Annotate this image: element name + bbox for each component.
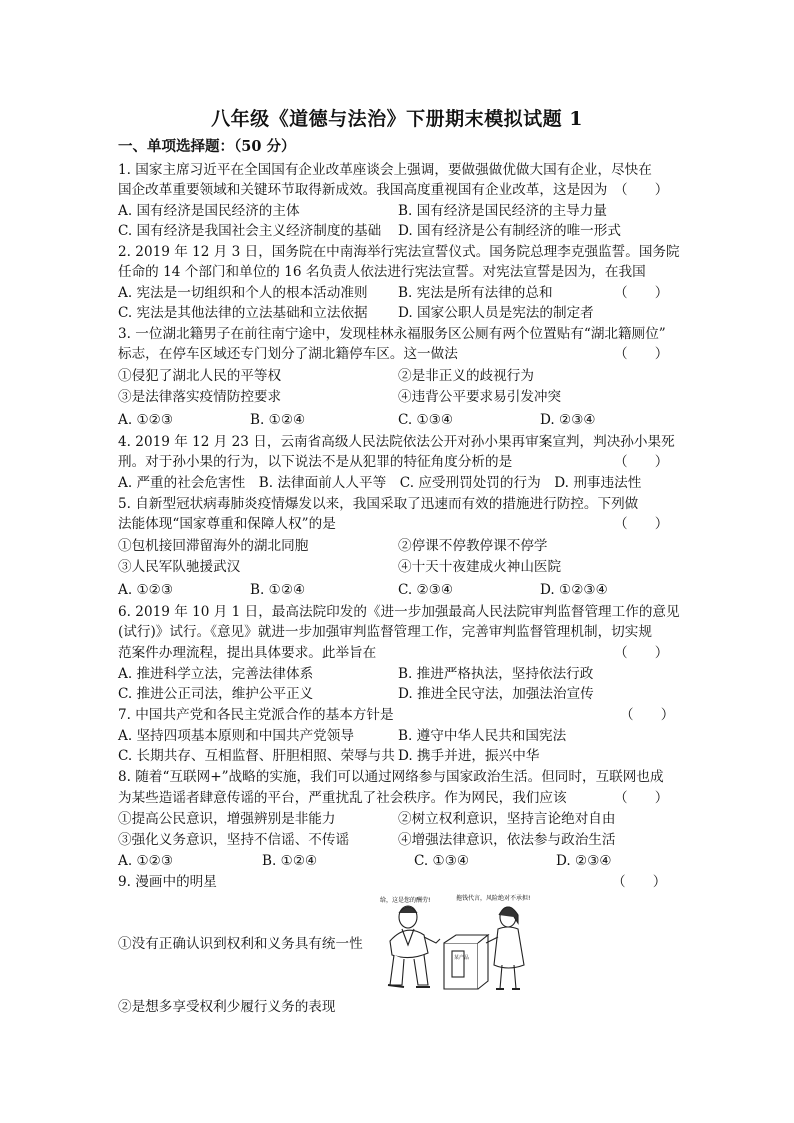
q7-answer-blank: （ ） [620, 707, 675, 723]
q3-option-c: C. ①③④ [398, 412, 454, 428]
cartoon-man-figure [388, 906, 440, 987]
q5-stem-line-2: 法能体现“国家尊重和保障人权”的是 [118, 516, 336, 532]
q5-answer-blank: （ ） [614, 516, 669, 532]
q1-stem-line-1: 1. 国家主席习近平在全国国有企业改革座谈会上强调，要做强做优做大国有企业，尽快在 [118, 162, 652, 178]
q9-answer-blank: （ ） [612, 874, 667, 890]
q5-option-c: C. ②③④ [398, 582, 454, 598]
q6-stem-line-3: 范案件办理流程，提出具体要求。此举旨在 [118, 645, 377, 661]
q5-stem-line-1: 5. 自新型冠状病毒肺炎疫情爆发以来，我国采取了迅速而有效的措施进行防控。下列做 [118, 496, 639, 512]
q7-option-c: C. 长期共存、互相监督、肝胆相照、荣辱与共 [118, 748, 395, 764]
page-title: 八年级《道德与法治》下册期末模拟试题 1 [211, 108, 583, 130]
q5-statement-4: ④十天十夜建成火神山医院 [398, 559, 562, 575]
q6-option-d: D. 推进全民守法，加强法治宣传 [398, 686, 594, 702]
cartoon-right-caption: 拖钱代言，风险绝对不承担! [456, 895, 531, 902]
q3-stem-line-1: 3. 一位湖北籍男子在前往南宁途中，发现桂林永福服务区公厕有两个位置贴有“湖北籍厕位” [118, 326, 666, 342]
q4-options: A. 严重的社会危害性 B. 法律面前人人平等 C. 应受刑罚处罚的行为 D. 刑事违法性 [118, 475, 642, 491]
q6-option-a: A. 推进科学立法，完善法律体系 [118, 666, 314, 682]
q3-option-a: A. ①②③ [118, 412, 174, 428]
q2-option-c: C. 宪法是其他法律的立法基础和立法依据 [118, 305, 368, 321]
q8-option-a: A. ①②③ [118, 853, 174, 869]
q8-option-b: B. ①②④ [262, 853, 318, 869]
q7-option-b: B. 遵守中华人民共和国宪法 [398, 728, 567, 744]
q3-statement-1: ①侵犯了湖北人民的平等权 [118, 368, 282, 384]
q8-stem-line-2: 为某些造谣者肆意传谣的平台，严重扰乱了社会秩序。作为网民，我们应该 [118, 790, 567, 806]
q5-statement-1: ①包机接回滞留海外的湖北同胞 [118, 538, 309, 554]
cartoon-product-box [444, 935, 488, 989]
q3-stem-line-2: 标志，在停车区域还专门划分了湖北籍停车区。这一做法 [118, 346, 458, 362]
q1-option-b: B. 国有经济是国民经济的主导力量 [398, 203, 607, 219]
q6-stem-line-2: (试行)》试行。《意见》就进一步加强审判监督管理工作，完善审判监督管理机制，切实规 [118, 624, 652, 640]
q1-option-a: A. 国有经济是国民经济的主体 [118, 203, 300, 219]
q8-stem-line-1: 8. 随着“互联网+”战略的实施，我们可以通过网络参与国家政治生活。但同时，互联网也成 [118, 769, 664, 785]
q8-statement-1: ①提高公民意识，增强辨别是非能力 [118, 811, 336, 827]
q1-option-c: C. 国有经济是我国社会主义经济制度的基础 [118, 223, 382, 239]
q5-statement-2: ②停课不停教停课不停学 [398, 538, 548, 554]
cartoon-woman-figure [486, 907, 524, 989]
q8-statement-2: ②树立权利意识，坚持言论绝对自由 [398, 811, 616, 827]
q5-option-b: B. ①②④ [250, 582, 306, 598]
q3-option-d: D. ②③④ [540, 412, 596, 428]
q6-option-b: B. 推进严格执法，坚持依法行政 [398, 666, 594, 682]
q5-statement-3: ③人民军队驰援武汉 [118, 559, 241, 575]
q8-option-d: D. ②③④ [556, 853, 612, 869]
cartoon-illustration [366, 893, 532, 993]
q3-statement-4: ④违背公平要求易引发冲突 [398, 389, 562, 405]
q1-option-d: D. 国有经济是公有制经济的唯一形式 [398, 223, 621, 239]
q7-option-d: D. 携手并进，振兴中华 [398, 748, 540, 764]
q4-stem-line-1: 4. 2019 年 12 月 23 日，云南省高级人民法院依法公开对孙小果再审案宣判，判决孙小果死 [118, 434, 675, 450]
section-heading: 一、单项选择题：（50 分） [118, 138, 296, 155]
q8-statement-4: ④增强法律意识，依法参与政治生活 [398, 832, 616, 848]
q5-option-d: D. ①②③④ [540, 582, 608, 598]
q4-answer-blank: （ ） [614, 454, 669, 470]
q2-option-a: A. 宪法是一切组织和个人的根本活动准则 [118, 285, 368, 301]
q1-answer-blank: （ ） [614, 182, 669, 198]
q6-option-c: C. 推进公正司法，维护公平正义 [118, 686, 314, 702]
q2-stem-line-2: 任命的 14 个部门和单位的 16 名负责人依法进行宪法宣誓。对宪法宣誓是因为，在我国 [118, 264, 646, 280]
q2-stem-line-1: 2. 2019 年 12 月 3 日，国务院在中南海举行宪法宣誓仪式。国务院总理李克强监誓。国务院 [118, 244, 680, 260]
q8-option-c: C. ①③④ [414, 853, 470, 869]
q6-answer-blank: （ ） [614, 645, 669, 661]
q1-stem-line-2: 国企改革重要领域和关键环节取得新成效。我国高度重视国有企业改革，这是因为 [118, 182, 608, 198]
q2-answer-blank: （ ） [614, 285, 669, 301]
q2-option-b: B. 宪法是所有法律的总和 [398, 285, 553, 301]
q4-stem-line-2: 刑。对于孙小果的行为，以下说法不是从犯罪的特征角度分析的是 [118, 454, 513, 470]
q9-statement-1: ①没有正确认识到权利和义务具有统一性 [118, 936, 363, 952]
q9-stem: 9. 漫画中的明星 [118, 874, 217, 890]
q3-statement-3: ③是法律落实疫情防控要求 [118, 389, 282, 405]
q7-option-a: A. 坚持四项基本原则和中国共产党领导 [118, 728, 354, 744]
q3-option-b: B. ①②④ [250, 412, 306, 428]
q8-answer-blank: （ ） [614, 790, 669, 806]
q5-option-a: A. ①②③ [118, 582, 174, 598]
q3-answer-blank: （ ） [614, 346, 669, 362]
q6-stem-line-1: 6. 2019 年 10 月 1 日，最高法院印发的《进一步加强最高人民法院审判监督管理工作的意见 [118, 604, 680, 620]
q7-stem: 7. 中国共产党和各民主党派合作的基本方针是 [118, 707, 394, 723]
cartoon-left-caption: 给，这是您的酬劳! [380, 897, 431, 904]
q9-statement-2: ②是想多享受权利少履行义务的表现 [118, 999, 336, 1015]
q2-option-d: D. 国家公职人员是宪法的制定者 [398, 305, 594, 321]
cartoon-box-label: 某产品 [454, 955, 470, 961]
q8-statement-3: ③强化义务意识，坚持不信谣、不传谣 [118, 832, 350, 848]
q3-statement-2: ②是非正义的歧视行为 [398, 368, 534, 384]
